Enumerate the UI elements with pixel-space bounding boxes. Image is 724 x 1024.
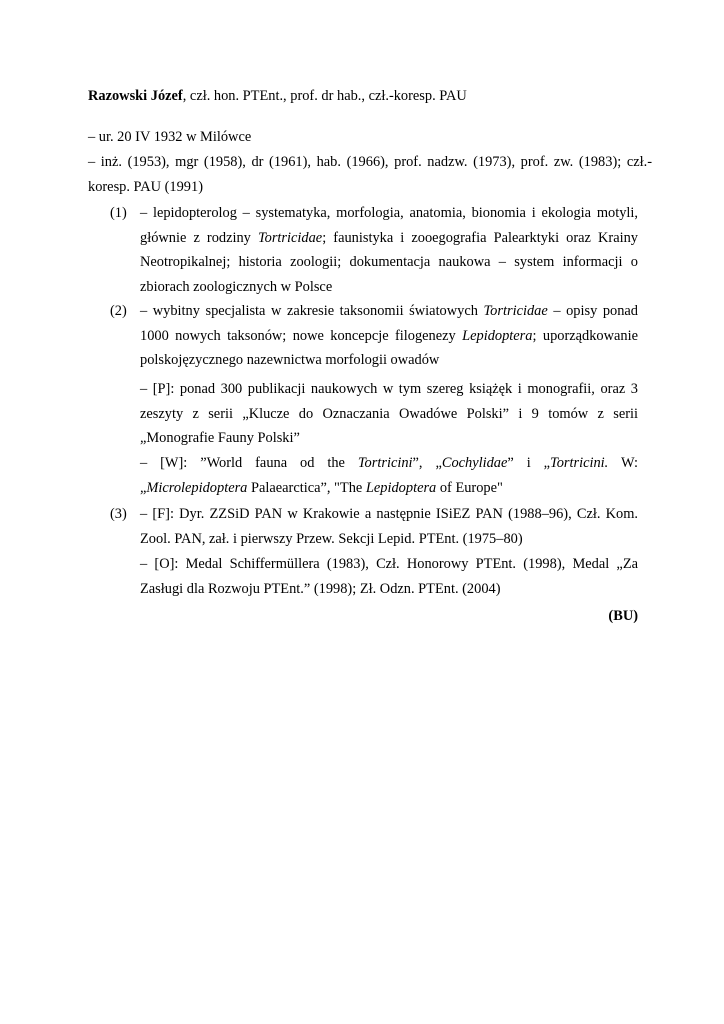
person-titles: , czł. hon. PTEnt., prof. dr hab., czł.-koresp. PAU [182,88,467,104]
entry-header [88,84,648,109]
works-line: „Microlepidoptera Palaearctica”, "The Lepidoptera of Europe" [140,479,503,496]
section-body [140,502,638,551]
section-line: – [F]: Dyr. ZZSiD PAN w Krakowie a następnie ISiEZ PAN (1988–96), Czł. Kom. [140,506,638,522]
section-line: polskojęzycznego nazewnictwa morfologii owadów [140,352,440,368]
awards-paragraph [140,552,638,601]
works-line: – [W]: ”World fauna od the Tortricini”, „Cochylidae” i „Tortricini. W: [140,455,639,471]
section-line: Zool. PAN, zał. i pierwszy Przew. Sekcji Lepid. PTEnt. (1975–80) [140,530,523,547]
section-1 [110,201,638,299]
section-line: – wybitny specjalista w zakresie taksonomii światowych Tortricidae – opisy ponad [140,303,638,319]
section-number: (2) [110,303,127,319]
section-3 [110,502,638,551]
section-2 [110,299,638,373]
publications-paragraph [140,377,638,451]
awards-line: – [O]: Medal Schiffermüllera (1983), Czł. Honorowy PTEnt. (1998), Medal „Za [140,556,638,572]
author-signature: (BU) [608,608,638,624]
works-paragraph [140,451,638,500]
publications-line: „Monografie Fauny Polski” [140,430,300,446]
career-line: koresp. PAU (1991) [88,178,203,195]
career-degrees [88,150,652,199]
section-line: – lepidopterolog – systematyka, morfologia, anatomia, bionomia i ekologia motyli, [140,205,638,221]
section-line: Neotropikalnej; historia zoologii; dokumentacja naukowa – system informacji o [140,254,638,270]
section-line: zbiorach zoologicznych w Polsce [140,278,333,295]
publications-line: – [P]: ponad 300 publikacji naukowych w tym szereg książęk i monografii, oraz 3 [140,381,638,397]
section-number: (1) [110,205,127,221]
section-body [140,299,638,373]
section-line: 1000 nowych taksonów; nowe koncepcje filogenezy Lepidoptera; uporządkowanie [140,327,638,344]
section-number: (3) [110,506,127,522]
birth-line: – ur. 20 IV 1932 w Milówce [88,129,252,145]
publications-line: zeszyty z serii „Klucze do Oznaczania Owadówe Polski” i 9 tomów z serii [140,405,638,422]
awards-line: Zasługi dla Rozwoju PTEnt.” (1998); Zł. Odzn. PTEnt. (2004) [140,580,501,597]
section-body [140,201,638,299]
section-line: głównie z rodziny Tortricidae; faunistyka i zooegografia Palearktyki oraz Krainy [140,229,638,246]
person-name: Razowski Józef [88,88,183,104]
career-line: – inż. (1953), mgr (1958), dr (1961), hab. (1966), prof. nadzw. (1973), prof. zw. (1983); czł.- [88,154,652,170]
